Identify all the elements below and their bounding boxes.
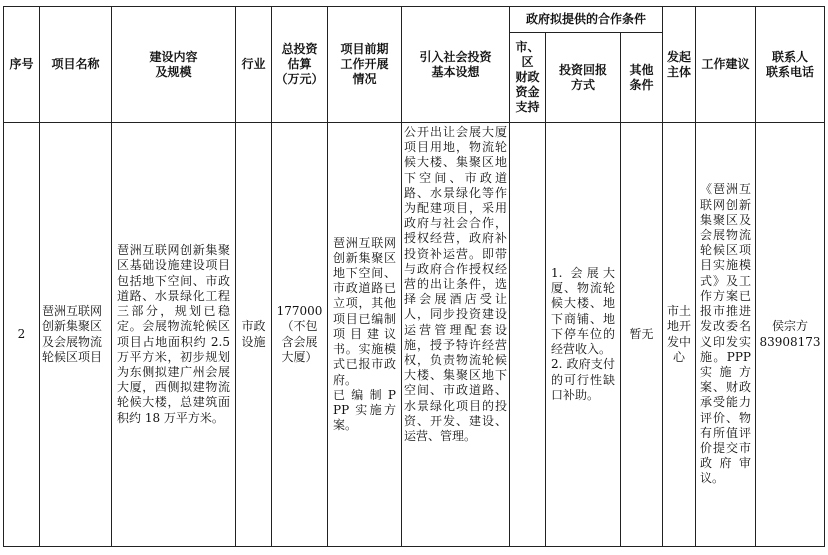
cell-city-fund <box>510 123 546 547</box>
cell-return-mode: 1. 会展大厦、物流轮候大楼、地下商铺、地下停车位的经营收入。 2. 政府支付的可行性缺口补助。 <box>546 123 621 547</box>
header-seq: 序号 <box>4 7 40 123</box>
cell-advice: 《琶洲互联网创新集聚区及会展物流轮候区项目实施模式》及工作方案已报市推进发改委名义印发实施。PPP 实施方案、财政承受能力评价、物有所值评价提交市政府审议。 <box>696 123 756 547</box>
cell-other-conditions: 暂无 <box>621 123 663 547</box>
header-contact: 联系人 联系电话 <box>756 7 825 123</box>
cell-initiator: 市土 地开 发中 心 <box>663 123 696 547</box>
header-coop-conditions: 政府拟提供的合作条件 <box>510 7 663 33</box>
table-row <box>4 123 825 547</box>
header-return-mode: 投资回报 方式 <box>546 33 621 123</box>
cell-prework: 琶洲互联网创新集聚区地下空间、市政道路已立项，其他项目已编制项目建议书。实施模式已报市政府。 已 编 制 PPP 实施方案。 <box>328 123 402 547</box>
header-name: 项目名称 <box>40 7 112 123</box>
cell-seq: 2 <box>4 123 40 547</box>
header-content: 建设内容 及规模 <box>112 7 236 123</box>
header-other-conditions: 其他 条件 <box>621 33 663 123</box>
header-advice: 工作建议 <box>696 7 756 123</box>
project-table <box>3 6 825 547</box>
cell-content: 琶洲互联网创新集聚区基础设施建设项目包括地下空间、市政道路、水景绿化工程三部分，规划已稳定。会展物流轮候区项目占地面积约 2.5 万平方米，初步规划为东侧拟建广州会展大厦，西侧拟建物流轮候大楼，总建筑面积约 18 万平方米。 <box>112 123 236 547</box>
cell-industry: 市政 设施 <box>236 123 272 547</box>
cell-contact: 侯宗方 83908173 <box>756 123 825 547</box>
cell-model: 公开出让会展大厦项目用地，物流轮候大楼、集聚区地下空间、市政道路、水景绿化等作为配建项目，采用政府与社会合作，授权经营，政府补投资补运营。即带与政府合作授权经营的出让条件，选择会展酒店受让人，同步投资建设运营管理配套设施，授予特许经营权，负责物流轮候大楼、集聚区地下空间、市政道路、水景绿化项目的投资、开发、建设、运营、管理。 <box>402 123 510 547</box>
header-prework: 项目前期 工作开展 情况 <box>328 7 402 123</box>
header-model: 引入社会投资 基本设想 <box>402 7 510 123</box>
cell-project-name: 琶洲互联网创新集聚区及会展物流轮候区项目 <box>40 123 112 547</box>
header-industry: 行业 <box>236 7 272 123</box>
header-investment: 总投资 估算 （万元） <box>272 7 328 123</box>
cell-investment: 177000 （不包 含会展 大厦） <box>272 123 328 547</box>
header-initiator: 发起 主体 <box>663 7 696 123</box>
header-city-fund: 市、区 财政 资金 支持 <box>510 33 546 123</box>
